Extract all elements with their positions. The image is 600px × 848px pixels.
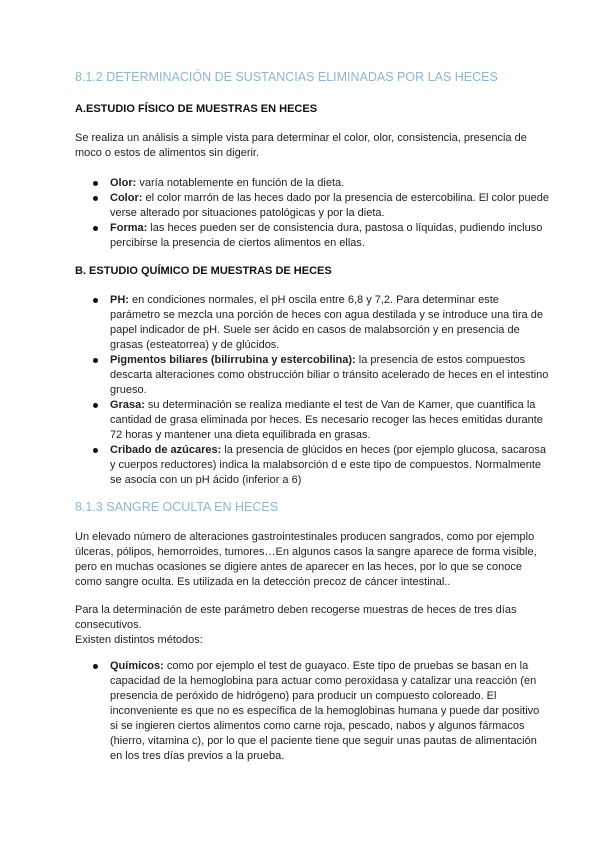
list-item-text (110, 659, 550, 764)
list-metodos (0, 659, 600, 764)
list-item (0, 176, 600, 191)
list-item (0, 191, 600, 221)
bullet-icon (93, 226, 98, 231)
list-estudio-quimico (0, 293, 600, 488)
list-item (0, 443, 600, 488)
bullet-icon (93, 403, 98, 408)
list-item-text (110, 221, 550, 251)
bullet-icon (93, 298, 98, 303)
list-item-body: la presencia de glúcidos en heces (por ejemplo glucosa, sacarosa y cuerpos reductores) indica la malabsorción d e este tipo de compuestos. Normalmente se asocia con un pH ácido (inferior a 6) (110, 444, 546, 486)
list-item-body: las heces pueden ser de consistencia dura, pastosa o líquidas, pudiendo incluso percibirse la presencia de ciertos alimentos en ellas. (110, 222, 543, 249)
list-item (0, 221, 600, 251)
paragraph-intro-estudio-fisico: Se realiza un análisis a simple vista para determinar el color, olor, consistencia, presencia de moco o estos de alimentos sin digerir. (75, 132, 527, 159)
paragraph-sangre-oculta: Un elevado número de alteraciones gastrointestinales producen sangrados, como por ejemplo úlceras, pólipos, hemorroides, tumores…En algunos casos la sangre aparece de forma visible, pero en muchas ocasiones se digiere antes de aparecer en las heces, por lo que se conoce como sangre oculta. Es utilizada en la detección precoz de cáncer intestinal.. (75, 531, 537, 588)
list-item-text (110, 191, 550, 221)
bullet-icon (93, 448, 98, 453)
bullet-icon (93, 358, 98, 363)
paragraph-determinacion: Para la determinación de este parámetro deben recogerse muestras de heces de tres días consecutivos. (75, 604, 517, 631)
list-item-term: Grasa: (110, 399, 145, 411)
list-item-text (110, 176, 550, 191)
bullet-icon (93, 664, 98, 669)
list-item-term: Químicos: (110, 660, 164, 672)
section-heading-8-1-3: 8.1.3 SANGRE OCULTA EN HECES (75, 500, 279, 514)
subheading-estudio-quimico: B. ESTUDIO QUÍMICO DE MUESTRAS DE HECES (75, 265, 332, 277)
list-item-term: Color: (110, 192, 143, 204)
list-item-text (110, 293, 550, 353)
section-heading-8-1-2: 8.1.2 DETERMINACIÓN DE SUSTANCIAS ELIMINADAS POR LAS HECES (75, 70, 498, 84)
list-estudio-fisico (0, 176, 600, 251)
list-item-text (110, 443, 550, 488)
list-item-body: varía notablemente en función de la dieta. (136, 177, 345, 189)
list-item-term: PH: (110, 294, 129, 306)
bullet-icon (93, 181, 98, 186)
list-item (0, 659, 600, 764)
list-item-body: la presencia de estos compuestos descarta alteraciones como obstrucción biliar o tránsito acelerado de heces en el intestino grueso. (110, 354, 549, 396)
list-item-term: Olor: (110, 177, 137, 189)
list-item-text (110, 398, 550, 443)
subheading-estudio-fisico: A.ESTUDIO FÍSICO DE MUESTRAS EN HECES (75, 103, 318, 115)
list-item (0, 353, 600, 398)
list-item (0, 293, 600, 353)
list-item-body: como por ejemplo el test de guayaco. Este tipo de pruebas se basan en la capacidad de la hemoglobina para actuar como peroxidasa y catalizar una reacción (en presencia de peróxido de hidrógeno) para producir un compuesto coloreado. El inconveniente es que no es específica de la hemoglobinas humana y puede dar positivo si se ingieren ciertos alimentos como carne roja, pescado, nabos y algunos fármacos (hierro, vitamina c), por lo que el paciente tiene que seguir unas pautas de alimentación en los tres días previos a la prueba. (110, 660, 540, 762)
list-item (0, 398, 600, 443)
list-item-body: en condiciones normales, el pH oscila entre 6,8 y 7,2. Para determinar este parámetro se mezcla una porción de heces con agua destilada y se introduce una tira de papel indicador de pH. Suele ser ácido en casos de malabsorción y en presencia de grasas (esteatorrea) y de glúcidos. (110, 294, 543, 351)
list-item-body: su determinación se realiza mediante el test de Van de Kamer, que cuantifica la cantidad de grasa eliminada por heces. Es necesario recoger las heces emitidas durante 72 horas y mantener una dieta equilibrada en grasas. (110, 399, 543, 441)
list-item-term: Pigmentos biliares (bilirrubina y estercobilina): (110, 354, 356, 366)
list-item-body: el color marrón de las heces dado por la presencia de estercobilina. El color puede verse alterado por situaciones patológicas y por la dieta. (110, 192, 550, 219)
list-item-text (110, 353, 550, 398)
list-item-term: Cribado de azúcares: (110, 444, 222, 456)
list-item-term: Forma: (110, 222, 148, 234)
bullet-icon (93, 196, 98, 201)
paragraph-metodos: Existen distintos métodos: (75, 634, 203, 646)
